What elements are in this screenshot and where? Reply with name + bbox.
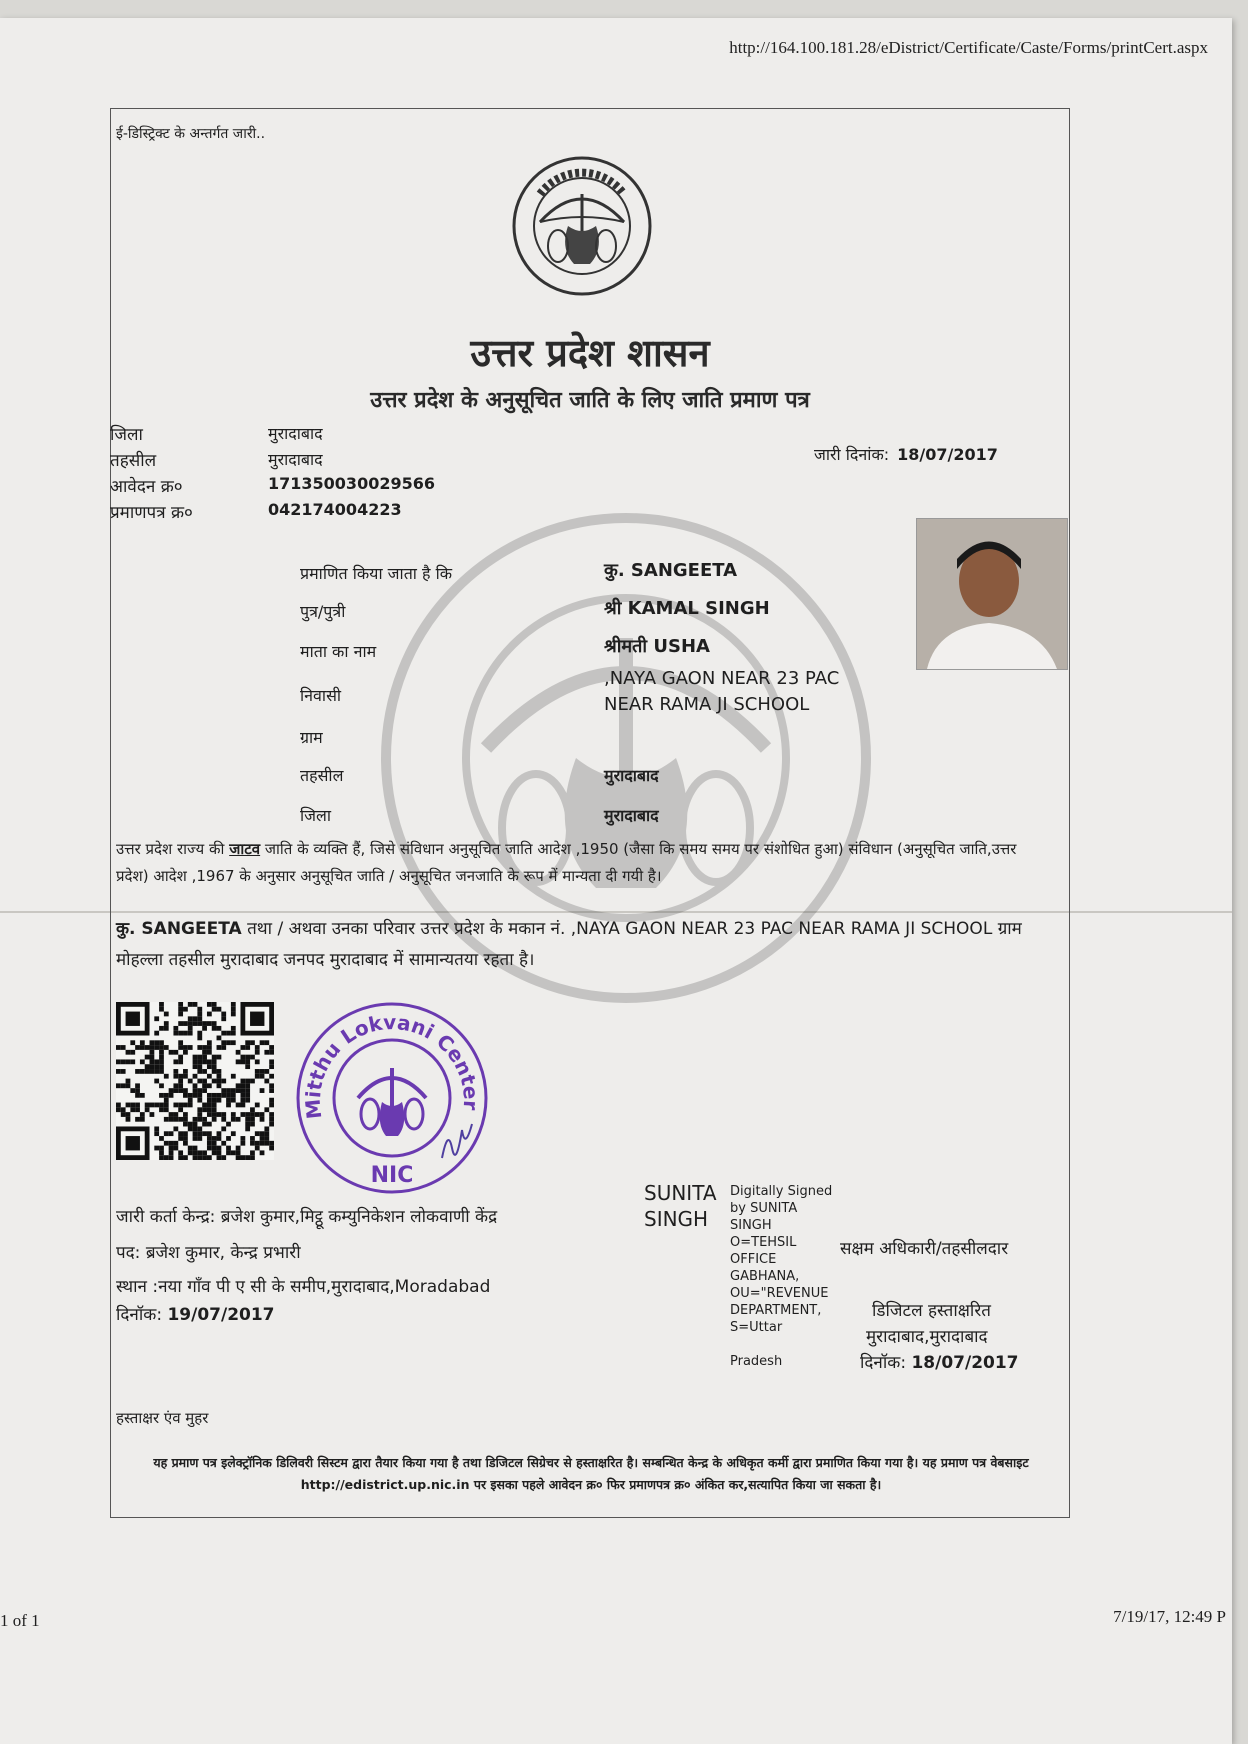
print-url: http://164.100.181.28/eDistrict/Certificate/Caste/Forms/printCert.aspx (729, 38, 1208, 57)
district-value: मुरादाबाद (268, 424, 323, 443)
issuer-date-label: दिनॉक: (116, 1305, 163, 1325)
signer-name-line-2: SINGH (644, 1207, 709, 1231)
digital-signature-line: S=Uttar (730, 1320, 783, 1335)
digital-signature-line: GABHANA, (730, 1269, 800, 1284)
village-label: ग्राम (300, 728, 323, 747)
digital-signature-line: by SUNITA (730, 1201, 798, 1216)
issue-date-label: जारी दिनांक: (814, 445, 890, 464)
applicant-photo (916, 518, 1068, 670)
issuer-date (116, 1302, 275, 1325)
up-emblem-logo (510, 154, 654, 298)
digital-signature-line: O=TEHSIL (730, 1235, 797, 1250)
certificate-number-label: प्रमाणपत्र क्र० (110, 503, 193, 523)
person-district: मुरादाबाद (604, 806, 659, 825)
digital-signature-line: Digitally Signed (730, 1184, 833, 1199)
signature-date-value: 18/07/2017 (911, 1353, 1019, 1373)
issue-date (814, 443, 998, 465)
application-number: 171350030029566 (268, 474, 435, 493)
signer-name (644, 1180, 717, 1232)
tehsil-label: तहसील (110, 451, 157, 471)
government-title: उत्तर प्रदेश शासन (470, 330, 710, 375)
caste-paragraph (116, 836, 1036, 890)
issuer-date-value: 19/07/2017 (167, 1305, 275, 1325)
stamp-bottom-text: NIC (370, 1163, 414, 1188)
issuing-centre: जारी कर्ता केन्द्र: ब्रजेश कुमार,मिट्ठू कम्युनिकेशन लोकवाणी केंद्र (116, 1207, 498, 1227)
digital-signature-line: DEPARTMENT, (730, 1303, 822, 1318)
digital-signature-line (730, 1336, 832, 1353)
person-photo-icon (917, 519, 1067, 669)
residence-paragraph (116, 914, 1036, 976)
signature-place: मुरादाबाद,मुरादाबाद (866, 1327, 988, 1347)
digital-signed-label: डिजिटल हस्ताक्षरित (872, 1301, 991, 1321)
resident-label: निवासी (300, 686, 342, 705)
disclaimer-text: यह प्रमाण पत्र इलेक्ट्रॉनिक डिलिवरी सिस्टम द्वारा तैयार किया गया है तथा डिजिटल सिग्रेचर से हस्ताक्षरित है। सम्बन्धित केन्द्र के अधिकृत कर्मी द्वारा प्रमाणित किया गया है। यह प्रमाण पत्र वेबसाइट http://edistrict.up.nic.in पर इसका पहले आवेदन क्र० फिर प्रमाणपत्र क्र० अंकित कर,सत्यापित किया जा सकता है। (153, 1455, 1029, 1492)
digital-signature-line: OU="REVENUE (730, 1286, 829, 1301)
stamp-ring-text: Mitthu Lokvani Center (300, 1009, 484, 1121)
digital-signature-details (730, 1183, 832, 1370)
residence-name: कु. SANGEETA (116, 919, 242, 939)
digital-signature-line: Pradesh (730, 1354, 783, 1369)
signature-date (860, 1350, 1019, 1373)
authority-title: सक्षम अधिकारी/तहसीलदार (840, 1239, 1009, 1259)
issuer-place: स्थान :नया गाँव पी ए सी के समीप,मुरादाबाद,Moradabad (116, 1277, 491, 1297)
certified-label: प्रमाणित किया जाता है कि (300, 564, 453, 583)
issuer-post: पद: ब्रजेश कुमार, केन्द्र प्रभारी (116, 1243, 301, 1263)
mother-label: माता का नाम (300, 642, 377, 661)
caste-text-start: उत्तर प्रदेश राज्य की (116, 840, 230, 858)
mother-name: श्रीमती USHA (604, 636, 710, 657)
signer-name-line-1: SUNITA (644, 1181, 717, 1205)
tehsil-value: मुरादाबाद (268, 450, 323, 469)
application-number-label: आवेदन क्र० (110, 477, 183, 497)
district-label: जिला (110, 425, 143, 445)
caste-text-end: जाति के व्यक्ति हैं, जिसे संविधान अनुसूचित जाति आदेश ,1950 (जैसा कि समय समय पर संशोधित हुआ) संविधान (अनुसूचित जाति,उत्तर प्रदेश) आदेश ,1967 के अनुसार अनुसूचित जाति / अनुसूचित जनजाति के रूप में मान्यता दी गयी है। (116, 840, 1017, 885)
sign-and-seal-label: हस्ताक्षर एंव मुहर (116, 1409, 209, 1427)
person-tehsil-label: तहसील (300, 766, 344, 785)
signature-date-label: दिनॉक: (860, 1353, 907, 1373)
print-timestamp: 7/19/17, 12:49 P (1113, 1607, 1226, 1626)
page-count: 1 of 1 (0, 1611, 40, 1630)
residence-text: तथा / अथवा उनका परिवार उत्तर प्रदेश के मकान नं. ,NAYA GAON NEAR 23 PAC NEAR RAMA JI SCHOOL ग्राम मोहल्ला तहसील मुरादाबाद जनपद मुरादाबाद में सामान्यतया रहता है। (116, 919, 1022, 970)
father-name: श्री KAMAL SINGH (604, 598, 770, 619)
certificate-number: 042174004223 (268, 500, 402, 519)
digital-signature-line: SINGH (730, 1218, 772, 1233)
issued-under-text: ई-डिस्ट्रिक्ट के अन्तर्गत जारी.. (116, 126, 266, 142)
qr-code (116, 1002, 274, 1160)
issue-date-value: 18/07/2017 (897, 445, 998, 464)
caste-name: जाटव (229, 840, 261, 858)
applicant-name: कु. SANGEETA (604, 560, 738, 581)
lokvani-center-stamp (292, 998, 492, 1198)
person-tehsil: मुरादाबाद (604, 766, 659, 785)
person-district-label: जिला (300, 806, 332, 825)
address-line-2: NEAR RAMA JI SCHOOL (604, 694, 810, 715)
digital-signature-line: OFFICE (730, 1252, 777, 1267)
father-label: पुत्र/पुत्री (300, 602, 346, 621)
certificate-title: उत्तर प्रदेश के अनुसूचित जाति के लिए जाति प्रमाण पत्र (370, 387, 810, 413)
address-line-1: ,NAYA GAON NEAR 23 PAC (604, 668, 840, 689)
